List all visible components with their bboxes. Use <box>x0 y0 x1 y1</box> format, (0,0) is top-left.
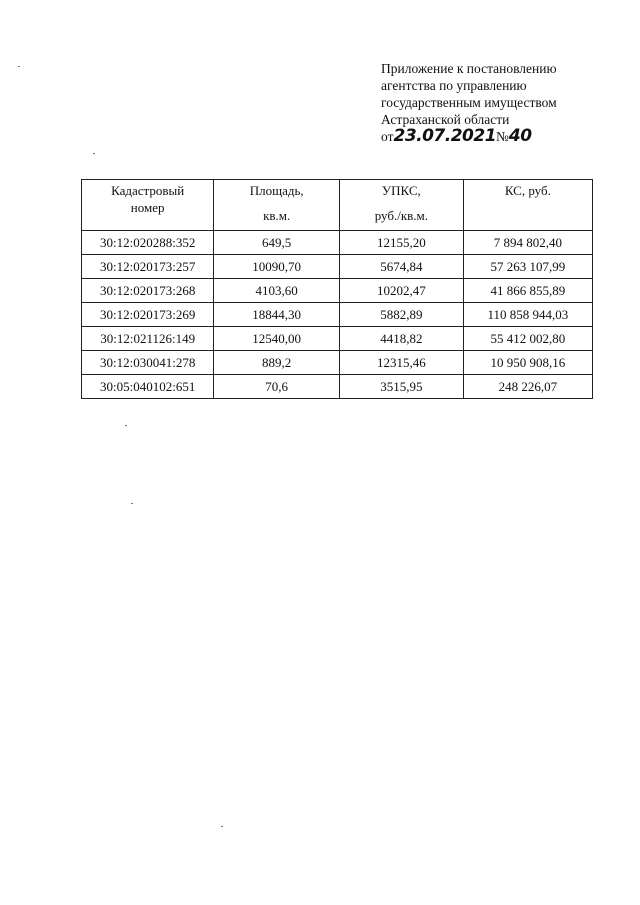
header-cadastral-number <box>82 180 214 231</box>
cell-upks: 10202,47 <box>340 279 464 303</box>
cell-ks: 10 950 908,16 <box>463 351 592 375</box>
cell-ks: 57 263 107,99 <box>463 255 592 279</box>
header-text: Кадастровый <box>111 183 185 198</box>
cell-upks: 5882,89 <box>340 303 464 327</box>
cell-cadastral-number: 30:12:020173:268 <box>82 279 214 303</box>
cell-area: 4103,60 <box>214 279 340 303</box>
table-row <box>82 255 593 279</box>
table-row <box>82 231 593 255</box>
date-prefix: от <box>381 129 394 144</box>
table-row <box>82 303 593 327</box>
cell-upks: 4418,82 <box>340 327 464 351</box>
cell-area: 649,5 <box>214 231 340 255</box>
header-text: КС, руб. <box>504 183 551 198</box>
cell-cadastral-number: 30:12:020173:257 <box>82 255 214 279</box>
header-text: номер <box>130 200 165 215</box>
scan-speck <box>221 826 223 827</box>
table-row <box>82 375 593 399</box>
appendix-line-3: государственным имуществом <box>381 95 557 110</box>
handwritten-number: 40 <box>508 126 532 146</box>
header-text: Площадь, <box>249 183 304 198</box>
scan-speck <box>131 503 133 504</box>
cadastral-value-table <box>81 179 593 399</box>
appendix-line-1: Приложение к постановлению <box>381 61 557 76</box>
appendix-header <box>381 60 631 145</box>
cell-area: 70,6 <box>214 375 340 399</box>
cell-cadastral-number: 30:12:030041:278 <box>82 351 214 375</box>
cell-upks: 5674,84 <box>340 255 464 279</box>
cell-cadastral-number: 30:12:020288:352 <box>82 231 214 255</box>
cell-ks: 110 858 944,03 <box>463 303 592 327</box>
appendix-line-2: агентства по управлению <box>381 78 527 93</box>
scan-speck <box>125 425 127 426</box>
cell-area: 10090,70 <box>214 255 340 279</box>
header-text: руб./кв.м. <box>374 208 429 223</box>
table-header-row <box>82 180 593 231</box>
cell-cadastral-number: 30:12:020173:269 <box>82 303 214 327</box>
cell-ks: 7 894 802,40 <box>463 231 592 255</box>
cell-ks: 55 412 002,80 <box>463 327 592 351</box>
appendix-date-line <box>381 128 631 145</box>
table-row <box>82 327 593 351</box>
cell-area: 18844,30 <box>214 303 340 327</box>
header-ks <box>463 180 592 231</box>
header-text: УПКС, <box>381 183 421 198</box>
cell-cadastral-number: 30:05:040102:651 <box>82 375 214 399</box>
header-text: кв.м. <box>263 208 291 223</box>
cell-area: 12540,00 <box>214 327 340 351</box>
cell-ks: 248 226,07 <box>463 375 592 399</box>
header-area <box>214 180 340 231</box>
cell-cadastral-number: 30:12:021126:149 <box>82 327 214 351</box>
cell-upks: 12155,20 <box>340 231 464 255</box>
appendix-line-4: Астраханской области <box>381 112 510 127</box>
table-row <box>82 351 593 375</box>
cell-ks: 41 866 855,89 <box>463 279 592 303</box>
table-row <box>82 279 593 303</box>
cell-area: 889,2 <box>214 351 340 375</box>
scan-speck <box>93 153 95 154</box>
scan-speck <box>18 66 20 67</box>
header-upks <box>340 180 464 231</box>
number-sign: № <box>496 129 509 144</box>
cell-upks: 12315,46 <box>340 351 464 375</box>
cell-upks: 3515,95 <box>340 375 464 399</box>
handwritten-date: 23.07.2021 <box>393 126 497 146</box>
